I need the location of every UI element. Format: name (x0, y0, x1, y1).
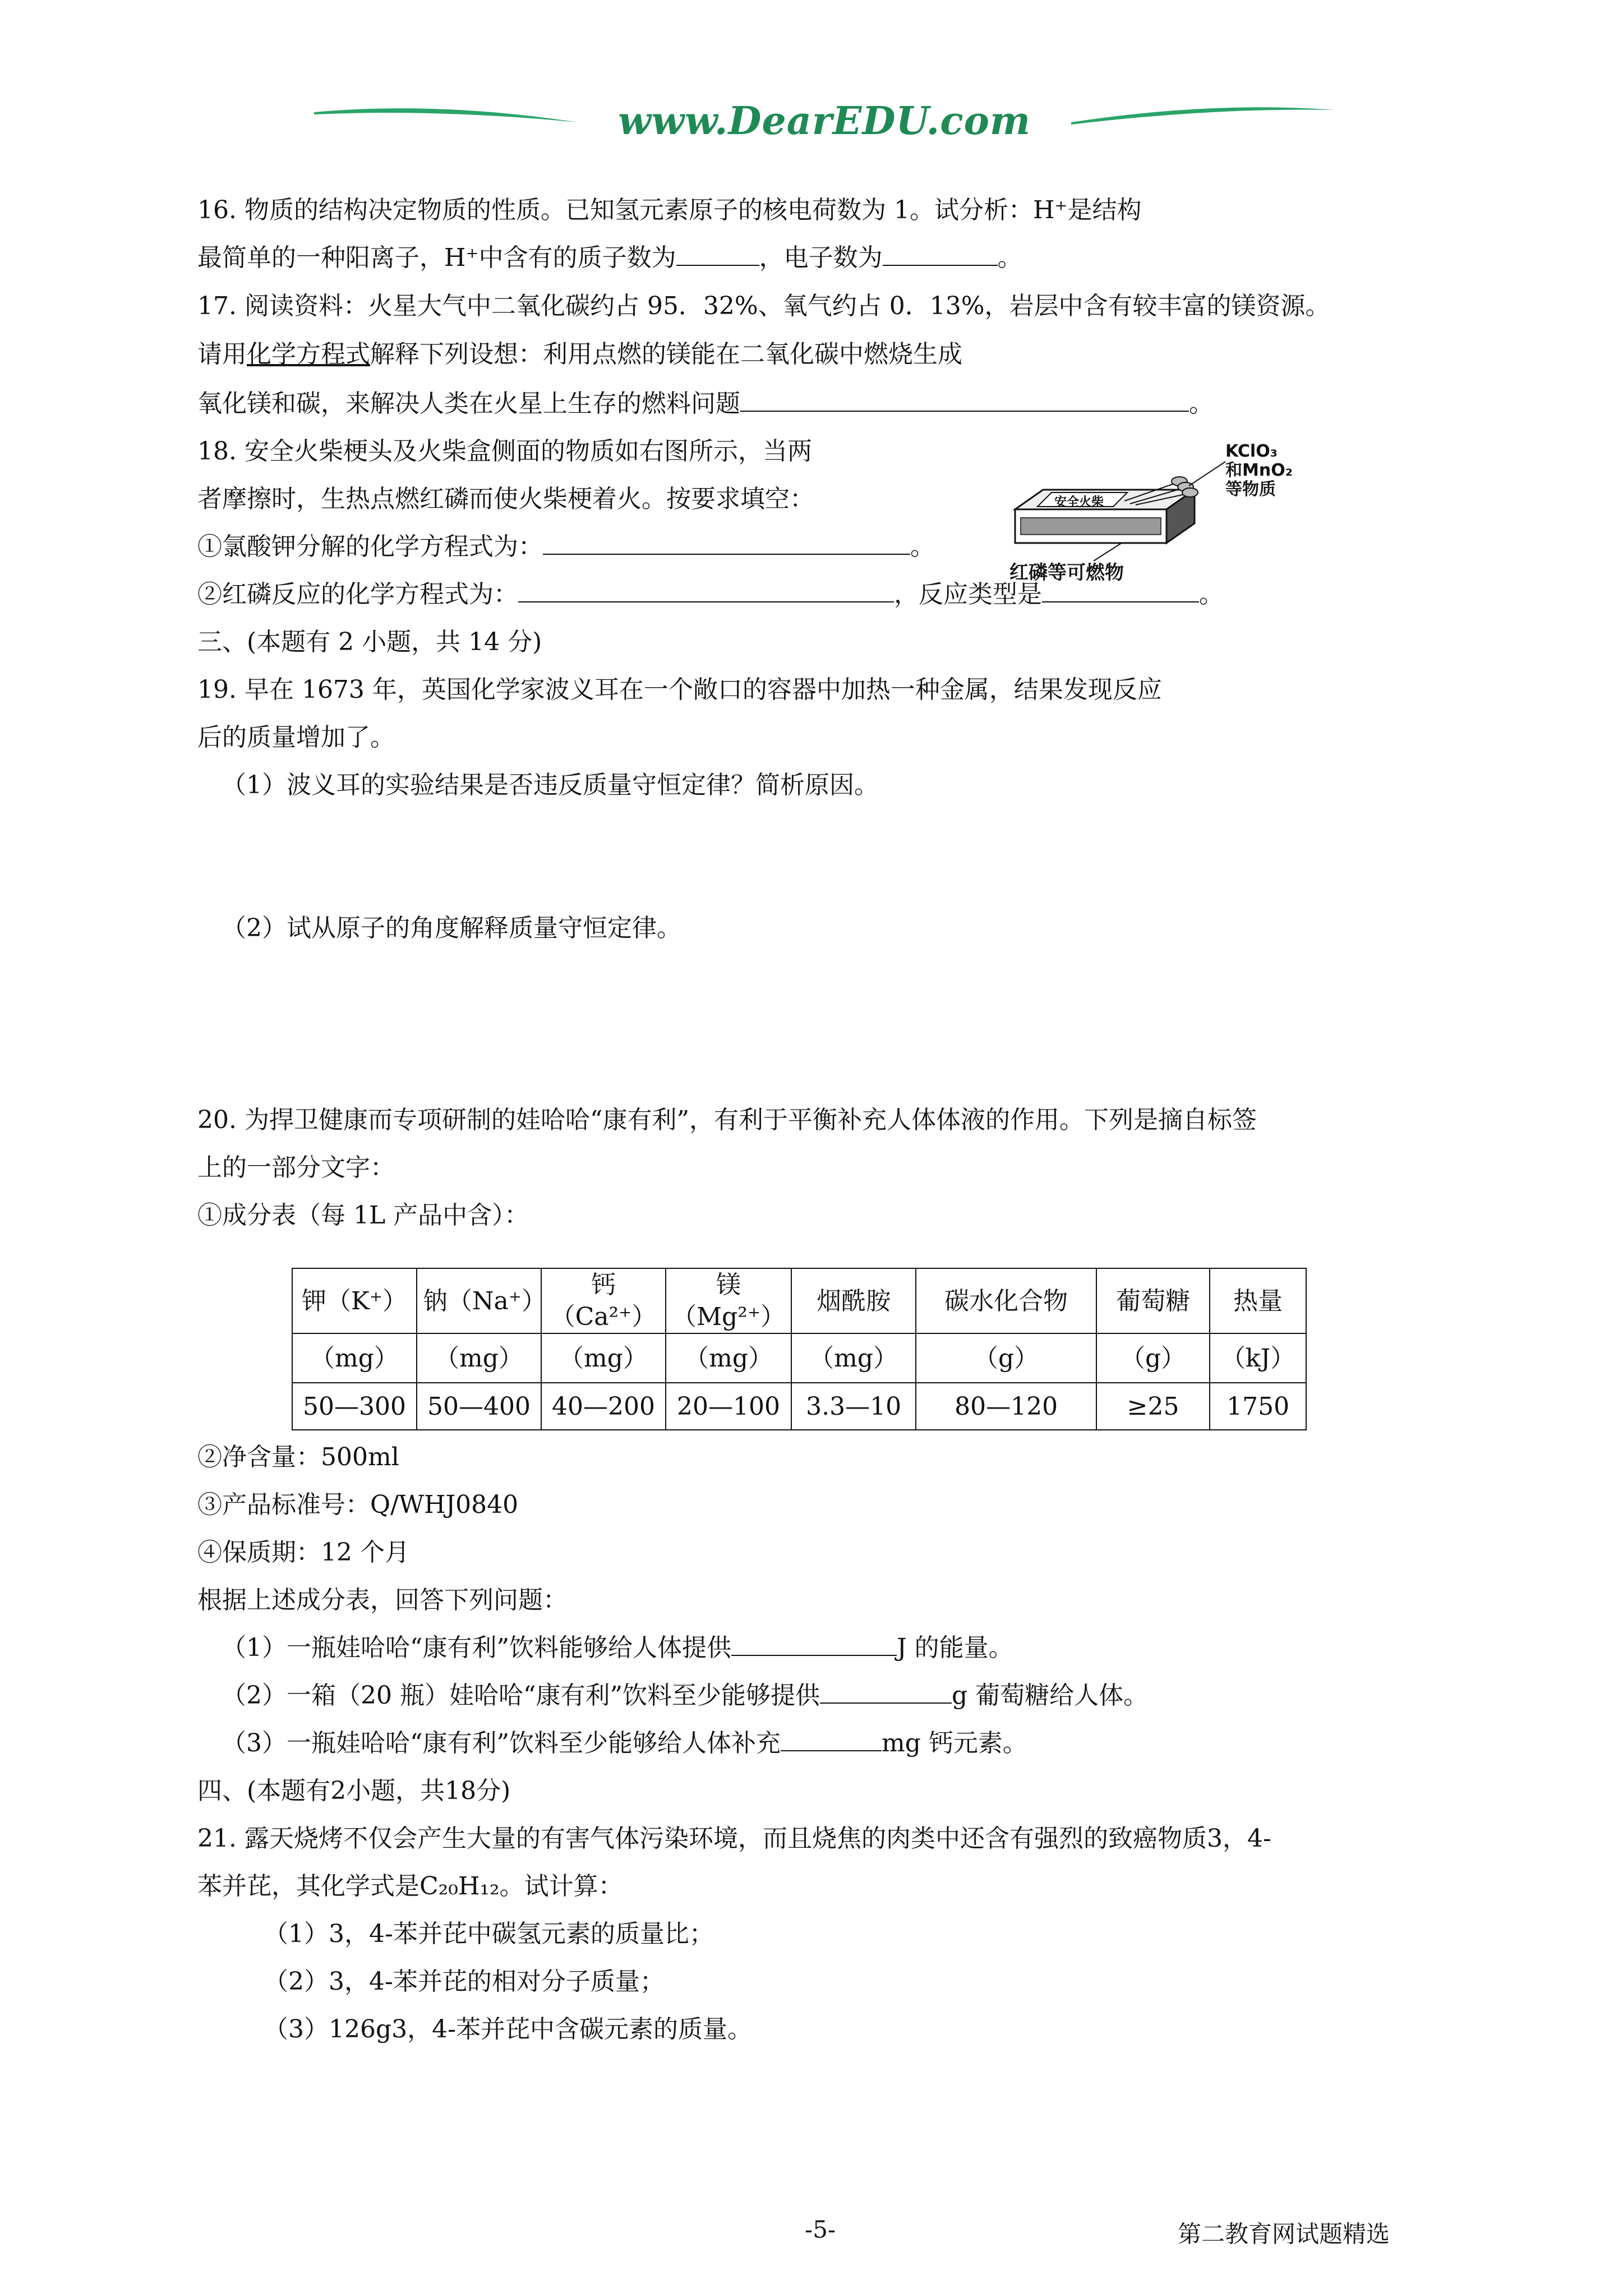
table-header-cell: 钠（Na⁺） (417, 1268, 541, 1333)
ingredient-table (292, 1268, 1307, 1430)
q21-line2: 苯并芘，其化学式是C₂₀H₁₂。试计算： (197, 1872, 623, 1901)
q19-line2: 后的质量增加了。 (197, 723, 395, 752)
q20-line1: 20. 为捍卫健康而专项研制的娃哈哈“康有利”，有利于平衡补充人体体液的作用。下列是摘自标签 (197, 1106, 1257, 1134)
q16-line1: 16. 物质的结构决定物质的性质。已知氢元素原子的核电荷数为 1。试分析：H⁺是结构 (197, 196, 1142, 224)
q20-intro: 根据上述成分表，回答下列问题： (197, 1586, 568, 1614)
table-unit-cell: （mg） (292, 1333, 417, 1383)
q19-part1: （1）波义耳的实验结果是否违反质量守恒定律？简析原因。 (222, 771, 879, 799)
q21-part1: （1）3，4-苯并芘中碳氢元素的质量比； (264, 1920, 714, 1948)
q18-line2: 者摩擦时，生热点燃红磷而使火柴梗着火。按要求填空： (197, 485, 814, 513)
q16-line2: 最简单的一种阳离子，H⁺中含有的质子数为 ，电子数为 。 (197, 243, 1022, 272)
matchbox-figure (1009, 442, 1312, 593)
q17-blank[interactable] (740, 388, 1189, 412)
q20-part2: （2）一箱（20 瓶）娃哈哈“康有利”饮料至少能够提供 g 葡萄糖给人体。 (222, 1681, 1149, 1710)
q20-line3: ①成分表（每 1L 产品中含）： (197, 1201, 529, 1230)
table-header-cell: 烟酰胺 (791, 1268, 916, 1333)
striker-substance-label: 红磷等可燃物 (1009, 562, 1124, 584)
q20-blank-energy[interactable] (731, 1632, 897, 1656)
q21-part2: （2）3，4-苯并芘的相对分子质量； (264, 1967, 665, 1996)
table-value-cell: 50—300 (292, 1383, 417, 1430)
q19-part2: （2）试从原子的角度解释质量守恒定律。 (222, 914, 681, 942)
q20-part1: （1）一瓶娃哈哈“康有利”饮料能够给人体提供 J 的能量。 (222, 1634, 1013, 1662)
q21-part3: （3）126g3，4-苯并芘中含碳元素的质量。 (264, 2015, 752, 2044)
table-unit-cell: （mg） (666, 1333, 791, 1383)
table-header-cell: 碳水化合物 (916, 1268, 1096, 1333)
q18-blank-phosphorus[interactable] (518, 579, 894, 602)
table-value-cell: 40—200 (541, 1383, 666, 1430)
matchhead-substance-label: KClO₃ 和MnO₂ 等物质 (1225, 441, 1293, 499)
q20-shelf-life: ④保质期：12 个月 (197, 1538, 409, 1567)
q16-blank-electrons[interactable] (883, 242, 998, 266)
section3-title: 三、(本题有 2 小题，共 14 分) (197, 628, 542, 656)
q20-blank-glucose[interactable] (820, 1680, 952, 1704)
q18-line4: ②红磷反应的化学方程式为： ，反应类型是 。 (197, 580, 1224, 609)
q20-blank-calcium[interactable] (781, 1728, 882, 1751)
table-value-cell: 20—100 (666, 1383, 791, 1430)
footer-source: 第二教育网试题精选 (1178, 2220, 1390, 2248)
page-number: -5- (805, 2216, 836, 2243)
table-value-cell: 80—120 (916, 1383, 1096, 1430)
table-unit-cell: （mg） (417, 1333, 541, 1383)
site-url[interactable]: www.DearEDU.com (618, 99, 1031, 144)
table-header-cell: 钾（K⁺） (292, 1268, 417, 1333)
q18-blank-kclo3[interactable] (543, 531, 910, 555)
table-unit-cell: （g） (1096, 1333, 1210, 1383)
q18-line1: 18. 安全火柴梗头及火柴盒侧面的物质如右图所示，当两 (197, 437, 812, 466)
q18-line3: ①氯酸钾分解的化学方程式为： 。 (197, 532, 935, 561)
table-value-cell: 3.3—10 (791, 1383, 916, 1430)
table-value-row (292, 1383, 1306, 1430)
site-header (314, 90, 1335, 157)
table-header-cell: 热量 (1210, 1268, 1306, 1333)
table-header-cell: 钙（Ca²⁺） (541, 1268, 666, 1333)
q19-line1: 19. 早在 1673 年，英国化学家波义耳在一个敞口的容器中加热一种金属，结果发现反应 (197, 675, 1162, 704)
q20-line2: 上的一部分文字： (197, 1153, 395, 1182)
table-value-cell: 50—400 (417, 1383, 541, 1430)
table-unit-cell: （mg） (791, 1333, 916, 1383)
matchbox-label: 安全火柴 (1054, 495, 1104, 509)
table-value-cell: ≥25 (1096, 1383, 1210, 1430)
q20-standard: ③产品标准号：Q/WHJ0840 (197, 1490, 519, 1519)
table-unit-cell: （mg） (541, 1333, 666, 1383)
table-unit-cell: （g） (916, 1333, 1096, 1383)
table-value-cell: 1750 (1210, 1383, 1306, 1430)
q20-part3: （3）一瓶娃哈哈“康有利”饮料至少能够给人体补充 mg 钙元素。 (222, 1729, 1027, 1757)
table-unit-cell: （kJ） (1210, 1333, 1306, 1383)
section4-title: 四、(本题有2小题，共18分) (197, 1777, 511, 1805)
q21-line1: 21. 露天烧烤不仅会产生大量的有害气体污染环境，而且烧焦的肉类中还含有强烈的致癌物质3，4- (197, 1824, 1271, 1853)
table-header-row (292, 1268, 1306, 1333)
table-header-cell: 葡萄糖 (1096, 1268, 1210, 1333)
q17-line3: 氧化镁和碳，来解决人类在火星上生存的燃料问题 。 (197, 389, 1214, 418)
q16-blank-protons[interactable] (676, 242, 759, 266)
q20-net: ②净含量：500ml (197, 1443, 399, 1471)
table-header-cell: 镁（Mg²⁺） (666, 1268, 791, 1333)
table-unit-row (292, 1333, 1306, 1383)
q17-line2: 请用化学方程式解释下列设想：利用点燃的镁能在二氧化碳中燃烧生成 (197, 340, 962, 369)
q17-line1: 17. 阅读资料：火星大气中二氧化碳约占 95．32%、氧气约占 0．13%，岩层中含有较丰富的镁资源。 (197, 292, 1330, 320)
